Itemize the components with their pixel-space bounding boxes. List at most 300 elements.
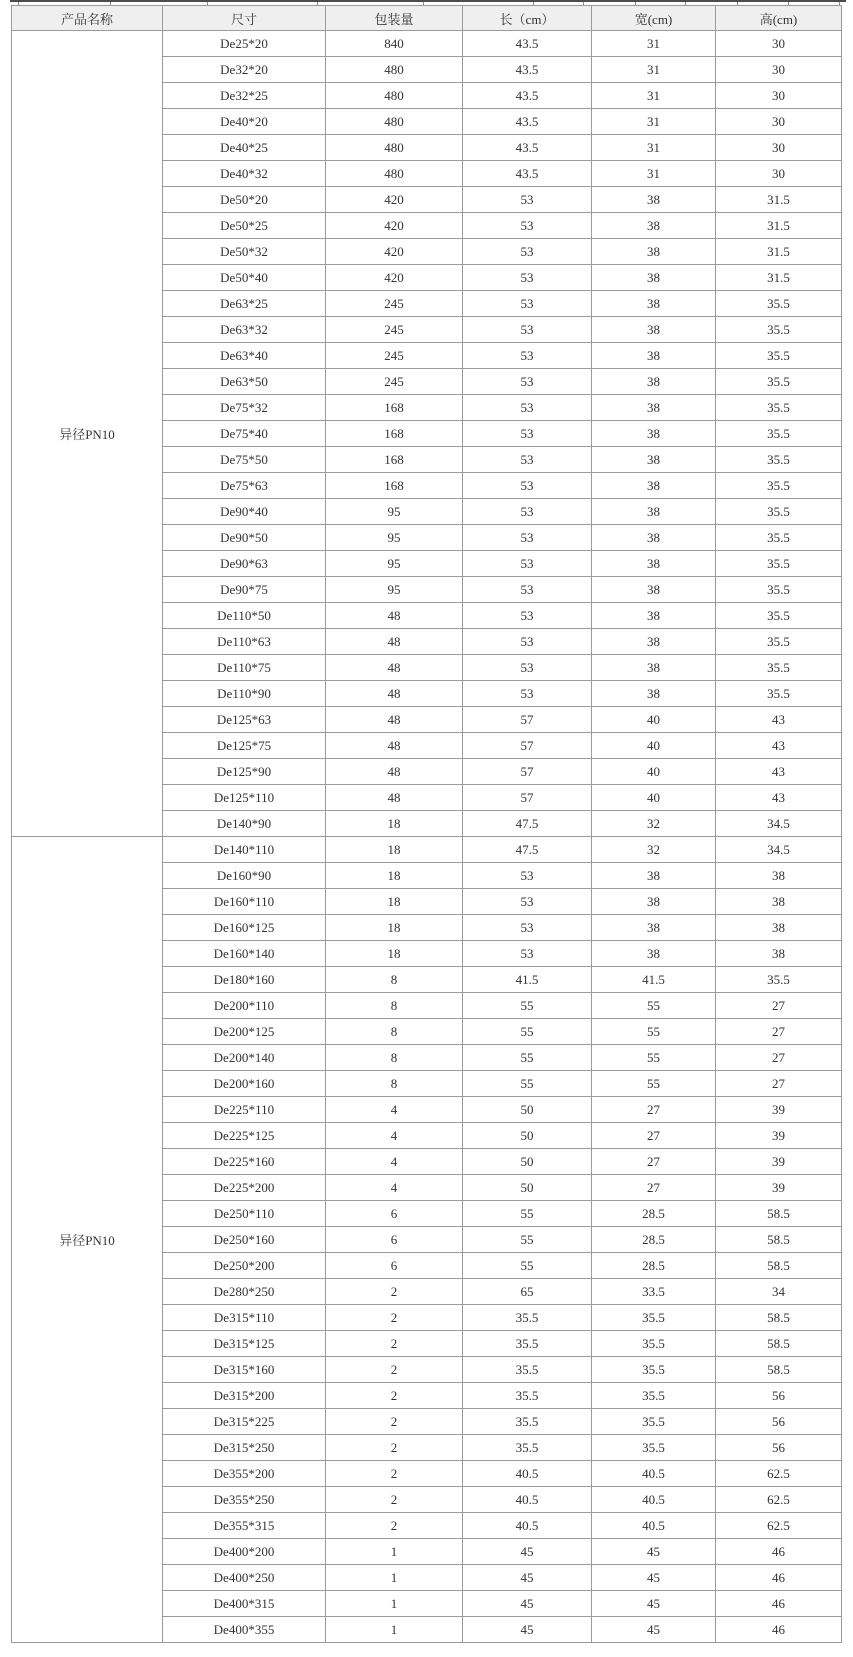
header-width: 宽(cm) [592, 6, 716, 31]
width-cell: 38 [592, 265, 716, 291]
qty-cell: 245 [326, 343, 463, 369]
length-cell: 45 [463, 1591, 592, 1617]
size-cell: De25*20 [163, 31, 326, 57]
size-cell: De160*140 [163, 941, 326, 967]
length-cell: 55 [463, 1071, 592, 1097]
width-cell: 35.5 [592, 1383, 716, 1409]
length-cell: 40.5 [463, 1461, 592, 1487]
width-cell: 27 [592, 1097, 716, 1123]
qty-cell: 245 [326, 369, 463, 395]
height-cell: 58.5 [716, 1201, 842, 1227]
qty-cell: 480 [326, 161, 463, 187]
table-row [12, 31, 842, 57]
qty-cell: 18 [326, 915, 463, 941]
height-cell: 35.5 [716, 343, 842, 369]
width-cell: 31 [592, 83, 716, 109]
length-cell: 50 [463, 1123, 592, 1149]
product-name-cell: 异径PN10 [12, 837, 163, 1643]
size-cell: De75*40 [163, 421, 326, 447]
width-cell: 38 [592, 863, 716, 889]
size-cell: De180*160 [163, 967, 326, 993]
size-cell: De32*25 [163, 83, 326, 109]
table-row [12, 837, 842, 863]
length-cell: 45 [463, 1565, 592, 1591]
header-row [12, 6, 842, 31]
height-cell: 58.5 [716, 1227, 842, 1253]
length-cell: 53 [463, 889, 592, 915]
size-cell: De50*20 [163, 187, 326, 213]
height-cell: 30 [716, 83, 842, 109]
width-cell: 38 [592, 395, 716, 421]
qty-cell: 2 [326, 1383, 463, 1409]
qty-cell: 2 [326, 1513, 463, 1539]
qty-cell: 420 [326, 265, 463, 291]
size-cell: De40*25 [163, 135, 326, 161]
size-cell: De90*50 [163, 525, 326, 551]
width-cell: 32 [592, 811, 716, 837]
qty-cell: 245 [326, 317, 463, 343]
length-cell: 55 [463, 1253, 592, 1279]
length-cell: 53 [463, 473, 592, 499]
width-cell: 38 [592, 213, 716, 239]
qty-cell: 95 [326, 577, 463, 603]
length-cell: 41.5 [463, 967, 592, 993]
length-cell: 55 [463, 1045, 592, 1071]
qty-cell: 8 [326, 1019, 463, 1045]
size-cell: De63*40 [163, 343, 326, 369]
width-cell: 55 [592, 993, 716, 1019]
size-cell: De280*250 [163, 1279, 326, 1305]
height-cell: 35.5 [716, 317, 842, 343]
length-cell: 40.5 [463, 1487, 592, 1513]
width-cell: 38 [592, 603, 716, 629]
size-cell: De400*250 [163, 1565, 326, 1591]
width-cell: 38 [592, 525, 716, 551]
qty-cell: 8 [326, 967, 463, 993]
height-cell: 43 [716, 707, 842, 733]
width-cell: 31 [592, 109, 716, 135]
size-cell: De250*200 [163, 1253, 326, 1279]
height-cell: 39 [716, 1175, 842, 1201]
qty-cell: 245 [326, 291, 463, 317]
length-cell: 35.5 [463, 1357, 592, 1383]
width-cell: 40.5 [592, 1513, 716, 1539]
height-cell: 43 [716, 759, 842, 785]
height-cell: 30 [716, 31, 842, 57]
top-table-remnant-border [10, 0, 846, 2]
width-cell: 27 [592, 1175, 716, 1201]
height-cell: 35.5 [716, 551, 842, 577]
height-cell: 46 [716, 1591, 842, 1617]
height-cell: 31.5 [716, 265, 842, 291]
height-cell: 30 [716, 57, 842, 83]
size-cell: De200*140 [163, 1045, 326, 1071]
length-cell: 43.5 [463, 83, 592, 109]
qty-cell: 168 [326, 421, 463, 447]
height-cell: 62.5 [716, 1461, 842, 1487]
height-cell: 58.5 [716, 1357, 842, 1383]
length-cell: 57 [463, 733, 592, 759]
height-cell: 39 [716, 1097, 842, 1123]
qty-cell: 18 [326, 889, 463, 915]
height-cell: 62.5 [716, 1513, 842, 1539]
width-cell: 38 [592, 681, 716, 707]
length-cell: 53 [463, 551, 592, 577]
qty-cell: 48 [326, 785, 463, 811]
width-cell: 38 [592, 499, 716, 525]
length-cell: 57 [463, 785, 592, 811]
qty-cell: 95 [326, 525, 463, 551]
width-cell: 31 [592, 31, 716, 57]
height-cell: 30 [716, 109, 842, 135]
height-cell: 35.5 [716, 681, 842, 707]
width-cell: 38 [592, 941, 716, 967]
width-cell: 28.5 [592, 1253, 716, 1279]
height-cell: 30 [716, 161, 842, 187]
height-cell: 58.5 [716, 1253, 842, 1279]
width-cell: 32 [592, 837, 716, 863]
length-cell: 43.5 [463, 57, 592, 83]
qty-cell: 2 [326, 1487, 463, 1513]
qty-cell: 8 [326, 1045, 463, 1071]
height-cell: 38 [716, 889, 842, 915]
size-cell: De40*20 [163, 109, 326, 135]
size-cell: De355*200 [163, 1461, 326, 1487]
height-cell: 35.5 [716, 499, 842, 525]
qty-cell: 95 [326, 499, 463, 525]
width-cell: 38 [592, 629, 716, 655]
width-cell: 40 [592, 759, 716, 785]
length-cell: 53 [463, 369, 592, 395]
length-cell: 50 [463, 1149, 592, 1175]
size-cell: De200*110 [163, 993, 326, 1019]
size-cell: De75*63 [163, 473, 326, 499]
size-cell: De90*75 [163, 577, 326, 603]
qty-cell: 18 [326, 811, 463, 837]
length-cell: 43.5 [463, 31, 592, 57]
size-cell: De110*50 [163, 603, 326, 629]
product-name-cell: 异径PN10 [12, 31, 163, 837]
size-cell: De140*110 [163, 837, 326, 863]
height-cell: 34.5 [716, 811, 842, 837]
width-cell: 55 [592, 1071, 716, 1097]
header-size: 尺寸 [163, 6, 326, 31]
height-cell: 46 [716, 1539, 842, 1565]
size-cell: De90*40 [163, 499, 326, 525]
height-cell: 27 [716, 1045, 842, 1071]
qty-cell: 18 [326, 941, 463, 967]
size-cell: De63*32 [163, 317, 326, 343]
size-cell: De50*32 [163, 239, 326, 265]
length-cell: 53 [463, 213, 592, 239]
width-cell: 38 [592, 291, 716, 317]
size-cell: De125*110 [163, 785, 326, 811]
width-cell: 45 [592, 1565, 716, 1591]
height-cell: 35.5 [716, 525, 842, 551]
qty-cell: 48 [326, 759, 463, 785]
width-cell: 38 [592, 343, 716, 369]
width-cell: 31 [592, 161, 716, 187]
height-cell: 39 [716, 1149, 842, 1175]
height-cell: 35.5 [716, 395, 842, 421]
width-cell: 35.5 [592, 1357, 716, 1383]
height-cell: 56 [716, 1409, 842, 1435]
height-cell: 35.5 [716, 369, 842, 395]
height-cell: 35.5 [716, 473, 842, 499]
height-cell: 38 [716, 915, 842, 941]
size-cell: De160*90 [163, 863, 326, 889]
size-cell: De400*200 [163, 1539, 326, 1565]
size-cell: De50*40 [163, 265, 326, 291]
width-cell: 35.5 [592, 1409, 716, 1435]
width-cell: 38 [592, 915, 716, 941]
size-cell: De315*110 [163, 1305, 326, 1331]
size-cell: De250*110 [163, 1201, 326, 1227]
qty-cell: 4 [326, 1149, 463, 1175]
height-cell: 35.5 [716, 447, 842, 473]
width-cell: 38 [592, 655, 716, 681]
qty-cell: 6 [326, 1253, 463, 1279]
qty-cell: 2 [326, 1461, 463, 1487]
length-cell: 45 [463, 1617, 592, 1643]
length-cell: 53 [463, 317, 592, 343]
size-cell: De140*90 [163, 811, 326, 837]
qty-cell: 2 [326, 1305, 463, 1331]
height-cell: 34.5 [716, 837, 842, 863]
width-cell: 27 [592, 1149, 716, 1175]
qty-cell: 48 [326, 681, 463, 707]
qty-cell: 420 [326, 213, 463, 239]
length-cell: 35.5 [463, 1305, 592, 1331]
header-length: 长（cm） [463, 6, 592, 31]
width-cell: 35.5 [592, 1331, 716, 1357]
width-cell: 28.5 [592, 1227, 716, 1253]
length-cell: 53 [463, 577, 592, 603]
height-cell: 38 [716, 863, 842, 889]
qty-cell: 168 [326, 447, 463, 473]
width-cell: 35.5 [592, 1305, 716, 1331]
length-cell: 53 [463, 655, 592, 681]
qty-cell: 8 [326, 1071, 463, 1097]
qty-cell: 168 [326, 473, 463, 499]
width-cell: 27 [592, 1123, 716, 1149]
length-cell: 55 [463, 1227, 592, 1253]
width-cell: 55 [592, 1019, 716, 1045]
length-cell: 50 [463, 1097, 592, 1123]
height-cell: 62.5 [716, 1487, 842, 1513]
length-cell: 53 [463, 915, 592, 941]
length-cell: 53 [463, 343, 592, 369]
spec-table [11, 5, 842, 1643]
size-cell: De250*160 [163, 1227, 326, 1253]
length-cell: 53 [463, 265, 592, 291]
qty-cell: 4 [326, 1097, 463, 1123]
size-cell: De90*63 [163, 551, 326, 577]
length-cell: 53 [463, 447, 592, 473]
qty-cell: 480 [326, 57, 463, 83]
width-cell: 38 [592, 889, 716, 915]
size-cell: De225*200 [163, 1175, 326, 1201]
spec-table-header [12, 6, 842, 31]
qty-cell: 48 [326, 707, 463, 733]
size-cell: De160*110 [163, 889, 326, 915]
size-cell: De32*20 [163, 57, 326, 83]
size-cell: De315*160 [163, 1357, 326, 1383]
qty-cell: 48 [326, 603, 463, 629]
qty-cell: 48 [326, 629, 463, 655]
size-cell: De200*160 [163, 1071, 326, 1097]
length-cell: 53 [463, 525, 592, 551]
length-cell: 43.5 [463, 135, 592, 161]
height-cell: 27 [716, 1019, 842, 1045]
length-cell: 47.5 [463, 811, 592, 837]
size-cell: De400*355 [163, 1617, 326, 1643]
width-cell: 45 [592, 1617, 716, 1643]
size-cell: De40*32 [163, 161, 326, 187]
height-cell: 35.5 [716, 577, 842, 603]
qty-cell: 18 [326, 837, 463, 863]
size-cell: De225*160 [163, 1149, 326, 1175]
qty-cell: 2 [326, 1357, 463, 1383]
height-cell: 39 [716, 1123, 842, 1149]
header-height: 高(cm) [716, 6, 842, 31]
height-cell: 35.5 [716, 629, 842, 655]
size-cell: De63*25 [163, 291, 326, 317]
width-cell: 45 [592, 1591, 716, 1617]
size-cell: De125*75 [163, 733, 326, 759]
qty-cell: 95 [326, 551, 463, 577]
qty-cell: 1 [326, 1617, 463, 1643]
width-cell: 38 [592, 551, 716, 577]
height-cell: 31.5 [716, 213, 842, 239]
width-cell: 38 [592, 447, 716, 473]
size-cell: De355*315 [163, 1513, 326, 1539]
qty-cell: 48 [326, 733, 463, 759]
size-cell: De75*50 [163, 447, 326, 473]
qty-cell: 1 [326, 1591, 463, 1617]
size-cell: De200*125 [163, 1019, 326, 1045]
length-cell: 43.5 [463, 109, 592, 135]
length-cell: 53 [463, 395, 592, 421]
header-package-qty: 包装量 [326, 6, 463, 31]
qty-cell: 420 [326, 187, 463, 213]
size-cell: De315*250 [163, 1435, 326, 1461]
length-cell: 55 [463, 1201, 592, 1227]
qty-cell: 2 [326, 1435, 463, 1461]
length-cell: 53 [463, 187, 592, 213]
width-cell: 38 [592, 187, 716, 213]
height-cell: 27 [716, 1071, 842, 1097]
height-cell: 35.5 [716, 603, 842, 629]
qty-cell: 8 [326, 993, 463, 1019]
width-cell: 38 [592, 473, 716, 499]
length-cell: 35.5 [463, 1383, 592, 1409]
length-cell: 57 [463, 707, 592, 733]
qty-cell: 480 [326, 109, 463, 135]
length-cell: 47.5 [463, 837, 592, 863]
header-product-name: 产品名称 [12, 6, 163, 31]
length-cell: 35.5 [463, 1409, 592, 1435]
width-cell: 40 [592, 733, 716, 759]
length-cell: 53 [463, 291, 592, 317]
length-cell: 57 [463, 759, 592, 785]
size-cell: De355*250 [163, 1487, 326, 1513]
qty-cell: 2 [326, 1409, 463, 1435]
qty-cell: 168 [326, 395, 463, 421]
size-cell: De50*25 [163, 213, 326, 239]
size-cell: De75*32 [163, 395, 326, 421]
height-cell: 35.5 [716, 291, 842, 317]
size-cell: De110*75 [163, 655, 326, 681]
size-cell: De110*63 [163, 629, 326, 655]
height-cell: 38 [716, 941, 842, 967]
length-cell: 43.5 [463, 161, 592, 187]
qty-cell: 6 [326, 1227, 463, 1253]
length-cell: 53 [463, 681, 592, 707]
width-cell: 33.5 [592, 1279, 716, 1305]
length-cell: 50 [463, 1175, 592, 1201]
length-cell: 40.5 [463, 1513, 592, 1539]
qty-cell: 4 [326, 1123, 463, 1149]
length-cell: 53 [463, 603, 592, 629]
height-cell: 27 [716, 993, 842, 1019]
length-cell: 53 [463, 239, 592, 265]
qty-cell: 480 [326, 83, 463, 109]
length-cell: 55 [463, 1019, 592, 1045]
length-cell: 35.5 [463, 1435, 592, 1461]
height-cell: 43 [716, 785, 842, 811]
qty-cell: 6 [326, 1201, 463, 1227]
width-cell: 38 [592, 239, 716, 265]
length-cell: 53 [463, 863, 592, 889]
height-cell: 30 [716, 135, 842, 161]
height-cell: 46 [716, 1617, 842, 1643]
length-cell: 35.5 [463, 1331, 592, 1357]
size-cell: De315*225 [163, 1409, 326, 1435]
height-cell: 35.5 [716, 967, 842, 993]
height-cell: 58.5 [716, 1305, 842, 1331]
size-cell: De125*63 [163, 707, 326, 733]
size-cell: De160*125 [163, 915, 326, 941]
width-cell: 28.5 [592, 1201, 716, 1227]
qty-cell: 480 [326, 135, 463, 161]
width-cell: 35.5 [592, 1435, 716, 1461]
width-cell: 38 [592, 317, 716, 343]
length-cell: 53 [463, 941, 592, 967]
qty-cell: 1 [326, 1565, 463, 1591]
qty-cell: 420 [326, 239, 463, 265]
length-cell: 53 [463, 499, 592, 525]
height-cell: 46 [716, 1565, 842, 1591]
length-cell: 53 [463, 421, 592, 447]
length-cell: 65 [463, 1279, 592, 1305]
width-cell: 40.5 [592, 1487, 716, 1513]
width-cell: 55 [592, 1045, 716, 1071]
length-cell: 53 [463, 629, 592, 655]
length-cell: 45 [463, 1539, 592, 1565]
width-cell: 40 [592, 785, 716, 811]
size-cell: De225*110 [163, 1097, 326, 1123]
height-cell: 31.5 [716, 239, 842, 265]
width-cell: 38 [592, 369, 716, 395]
size-cell: De225*125 [163, 1123, 326, 1149]
height-cell: 56 [716, 1435, 842, 1461]
size-cell: De400*315 [163, 1591, 326, 1617]
width-cell: 45 [592, 1539, 716, 1565]
width-cell: 31 [592, 57, 716, 83]
qty-cell: 1 [326, 1539, 463, 1565]
height-cell: 35.5 [716, 421, 842, 447]
